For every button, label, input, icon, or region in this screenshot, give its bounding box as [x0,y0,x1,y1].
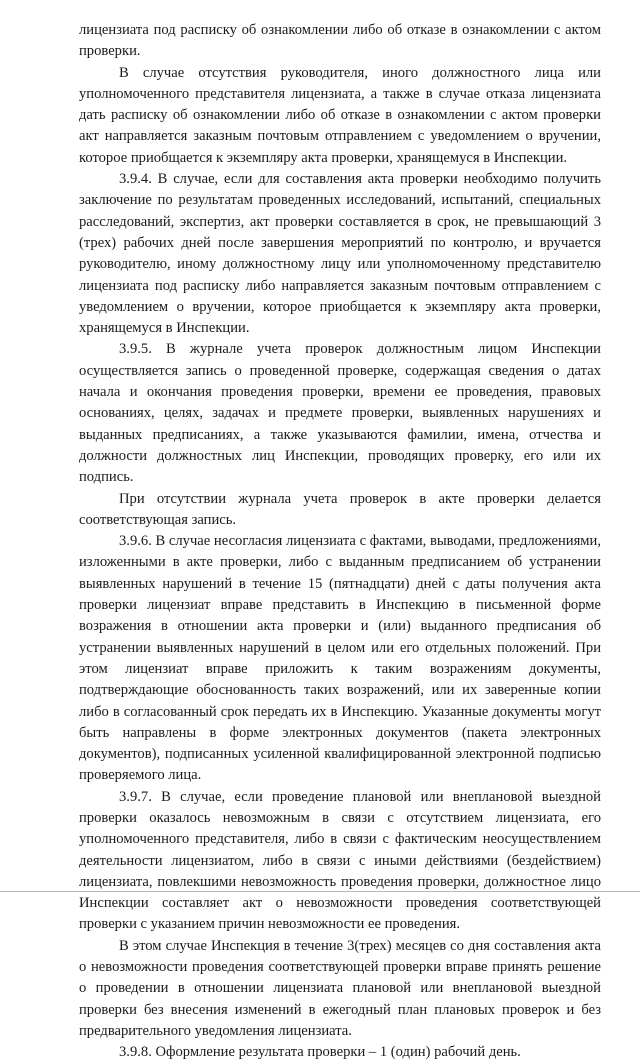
paragraph-3-9-5: 3.9.5. В журнале учета проверок должностным лицом Инспекции осуществляется запись о проведенной проверке, содержащая сведения о датах начала и окончания проведения проверки, времени ее проведения, правовых основаниях, целях, задачах и предмете проверки, выявленных нарушениях и выданных предписаниях, а также указываются фамилии, имена, отчества и должности должностных лиц Инспекции, проводящих проверку, его или их подпись. [79,341,601,486]
paragraph-3-9-6: 3.9.6. В случае несогласия лицензиата с фактами, выводами, предложениями, изложенными в акте проверки, либо с выданным предписанием об устранении выявленных нарушений в течение 15 (пятнадцати) дней с даты получения акта проверки лицензиат вправе представить в Инспекцию в письменной форме возражения в отношении акта проверки и (или) выданного предписания об устранении выявленных нарушений в целом или его отдельных положений. При этом лицензиат вправе приложить к таким возражениям документы, подтверждающие обоснованность таких возражений, или их заверенные копии либо в согласованный срок передать их в Инспекцию. Указанные документы могут быть направлены в форме электронных документов (пакета электронных документов), подписанных усиленной квалифицированной электронной подписью проверяемого лица. [79,533,601,784]
document-body [79,20,601,1064]
paragraph-3-9-7: 3.9.7. В случае, если проведение плановой или внеплановой выездной проверки оказалось невозможным в связи с отсутствием лицензиата, его уполномоченного представителя, либо в связи с фактическим неосуществлением деятельности лицензиатом, либо в связи с иными действиями (бездействием) лицензиата, повлекшими невозможность проведения проверки, должностное лицо Инспекции составляет акт о невозможности проведения соответствующей проверки с указанием причин невозможности ее проведения. [79,788,601,933]
paragraph-absence-of-head: В случае отсутствия руководителя, иного должностного лица или уполномоченного представителя лицензиата, а также в случае отказа лицензиата дать расписку об ознакомлении либо об отказе в ознакомлении с актом проверки акт направляется заказным почтовым отправлением с уведомлением о вручении, которое приобщается к экземпляру акта проверки, хранящемуся в Инспекции. [79,64,601,166]
paragraph-no-journal: При отсутствии журнала учета проверок в акте проверки делается соответствующая запись. [79,490,601,528]
paragraph-3-9-4: 3.9.4. В случае, если для составления акта проверки необходимо получить заключение по результатам проведенных исследований, испытаний, специальных расследований, экспертиз, акт проверки составляется в срок, не превышающий 3 (трех) рабочих дней после завершения мероприятий по контролю, и вручается руководителю, иному должностному лицу или уполномоченному представителю лицензиата под расписку либо направляется заказным почтовым отправлением с уведомлением о вручении, которое приобщается к экземпляру акта проверки, хранящемуся в Инспекции. [79,171,601,337]
paragraph-continuation: лицензиата под расписку об ознакомлении либо об отказе в ознакомлении с актом проверки. [79,22,601,60]
page-bottom-edge [0,891,640,892]
paragraph-three-months: В этом случае Инспекция в течение 3(трех) месяцев со дня составления акта о невозможности проведения соответствующей проверки вправе принять решение о проведении в отношении лицензиата плановой или внеплановой выездной проверки без внесения изменений в ежегодный план плановых проверок и без предварительного уведомления лицензиата. [79,937,601,1039]
paragraph-3-9-8: 3.9.8. Оформление результата проверки – 1 (один) рабочий день. [119,1044,521,1061]
